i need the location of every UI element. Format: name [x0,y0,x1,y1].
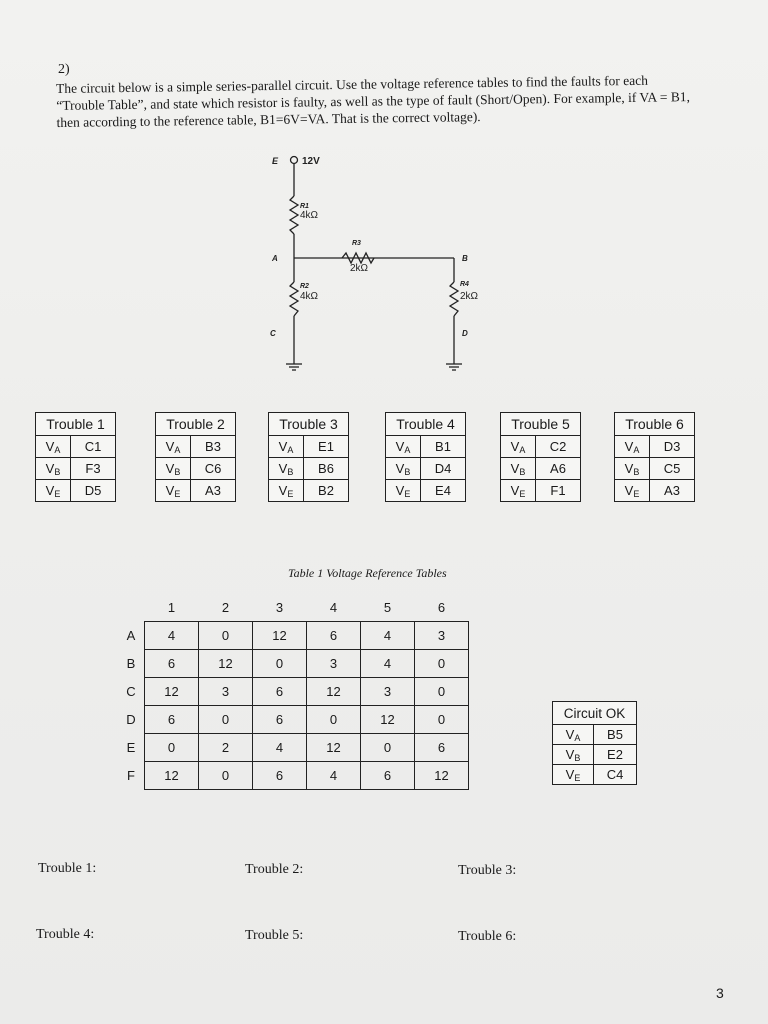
answer-trouble-3: Trouble 3: [458,863,517,878]
vb-label: $V_B$ [501,458,536,480]
trouble-title: Trouble 3 [269,413,349,436]
page-number: 3 [716,985,724,1001]
table-cell: 12 [361,706,415,734]
r2-value: 4kΩ [300,291,319,302]
node-b-label: B [462,254,468,263]
row-label: F [127,768,135,783]
ve-label: $V_E$ [501,480,536,502]
table-row [118,706,469,734]
va-label: $V_A$ [269,436,304,458]
vb-label: $V_B$ [156,458,191,480]
table-caption: Table 1 Voltage Reference Tables [288,566,447,580]
row-label: D [126,712,136,727]
column-header: 6 [437,600,446,615]
trouble-title: Trouble 6 [615,413,695,436]
trouble-value: B1 [421,436,466,458]
table-cell: 6 [361,762,415,790]
table-cell: 3 [415,622,469,650]
trouble-value: D3 [650,436,695,458]
table-cell: 0 [199,706,253,734]
circuit-ok-table [552,701,637,785]
column-header: 2 [221,600,230,615]
va-label: $V_A$ [386,436,421,458]
trouble-value: C6 [191,458,236,480]
r3-value: 2kΩ [350,263,369,274]
answer-trouble-1: Trouble 1: [38,861,97,876]
trouble-table-6 [614,412,695,502]
table-cell: 6 [253,706,307,734]
table-cell: 4 [361,622,415,650]
table-cell: 0 [361,734,415,762]
va-label: $V_A$ [501,436,536,458]
table-cell: 12 [415,762,469,790]
row-label: B [126,656,136,671]
table-row [118,734,469,762]
table-cell: 4 [361,650,415,678]
node-a-label: A [272,254,278,263]
r1-value: 4kΩ [300,210,319,221]
ok-value: C4 [594,765,637,785]
trouble-table-3 [268,412,349,502]
vb-label: $V_B$ [553,745,594,765]
ve-label: $V_E$ [156,480,191,502]
answer-trouble-2: Trouble 2: [245,862,304,877]
column-header: 5 [383,600,392,615]
table-cell: 12 [145,762,199,790]
r1-name: R1 [300,203,309,210]
ve-label: $V_E$ [615,480,650,502]
va-label: $V_A$ [615,436,650,458]
trouble-value: B3 [191,436,236,458]
question-intro: The circuit below is a simple series-parallel circuit. Use the voltage reference tables to find the faults for each “Trouble Table”, and state which resistor is faulty, as well as the type of fault (Short/Open). For example, if VA = B1, then according to the reference table, B1=6V=VA. That is the correct voltage). [56,72,691,130]
table-cell: 0 [415,706,469,734]
source-value: 12V [302,156,320,167]
node-d-label: D [462,329,468,338]
answer-trouble-5: Trouble 5: [245,928,304,943]
table-cell: 0 [199,762,253,790]
answer-trouble-4: Trouble 4: [36,927,95,942]
ok-value: E2 [594,745,637,765]
trouble-title: Trouble 4 [386,413,466,436]
row-label: C [126,684,136,699]
trouble-value: E1 [304,436,349,458]
table-cell: 0 [307,706,361,734]
table-cell: 3 [361,678,415,706]
vb-label: $V_B$ [615,458,650,480]
table-cell: 6 [145,706,199,734]
r4-value: 2kΩ [460,291,479,302]
circuit-ok-title: Circuit OK [553,702,637,725]
table-cell: 4 [253,734,307,762]
voltage-reference-table [118,594,469,790]
table-cell: 0 [415,678,469,706]
table-cell: 12 [145,678,199,706]
table-row [118,650,469,678]
circuit-schematic [240,150,520,380]
trouble-value: C2 [536,436,581,458]
table-cell: 12 [307,678,361,706]
ve-label: $V_E$ [269,480,304,502]
trouble-title: Trouble 5 [501,413,581,436]
row-label: E [126,740,136,755]
trouble-value: D4 [421,458,466,480]
r4-name: R4 [460,281,469,288]
vb-label: $V_B$ [269,458,304,480]
column-header: 3 [275,600,284,615]
vb-label: $V_B$ [386,458,421,480]
trouble-table-4 [385,412,466,502]
table-row [118,622,469,650]
ve-label: $V_E$ [386,480,421,502]
table-cell: 12 [253,622,307,650]
table-row [118,678,469,706]
table-cell: 2 [199,734,253,762]
trouble-table-2 [155,412,236,502]
trouble-value: E4 [421,480,466,502]
table-cell: 0 [199,622,253,650]
table-cell: 3 [307,650,361,678]
trouble-value: B6 [304,458,349,480]
va-label: $V_A$ [553,725,594,745]
circuit-diagram [240,150,520,380]
trouble-value: F3 [71,458,116,480]
ok-value: B5 [594,725,637,745]
r2-name: R2 [300,283,309,290]
row-label: A [126,628,136,643]
trouble-value: A6 [536,458,581,480]
trouble-value: D5 [71,480,116,502]
table-row [118,762,469,790]
ve-label: $V_E$ [36,480,71,502]
column-header: 4 [329,600,338,615]
table-cell: 6 [253,762,307,790]
trouble-table-1 [35,412,116,502]
table-cell: 3 [199,678,253,706]
trouble-title: Trouble 2 [156,413,236,436]
vb-label: $V_B$ [36,458,71,480]
answer-trouble-6: Trouble 6: [458,929,517,944]
table-cell: 12 [199,650,253,678]
va-label: $V_A$ [156,436,191,458]
trouble-value: F1 [536,480,581,502]
r3-name: R3 [352,240,361,247]
table-cell: 6 [307,622,361,650]
table-cell: 4 [307,762,361,790]
table-cell: 6 [253,678,307,706]
trouble-value: A3 [191,480,236,502]
va-label: $V_A$ [36,436,71,458]
trouble-value: B2 [304,480,349,502]
trouble-table-5 [500,412,581,502]
column-header: 1 [167,600,176,615]
trouble-value: A3 [650,480,695,502]
table-cell: 6 [145,650,199,678]
node-c-label: C [270,329,276,338]
table-cell: 6 [415,734,469,762]
table-cell: 0 [415,650,469,678]
table-cell: 0 [145,734,199,762]
table-cell: 12 [307,734,361,762]
trouble-value: C1 [71,436,116,458]
source-label: E [272,156,279,166]
table-cell: 4 [145,622,199,650]
table-cell: 0 [253,650,307,678]
trouble-title: Trouble 1 [36,413,116,436]
ve-label: $V_E$ [553,765,594,785]
question-number: 2) [58,62,70,77]
trouble-value: C5 [650,458,695,480]
